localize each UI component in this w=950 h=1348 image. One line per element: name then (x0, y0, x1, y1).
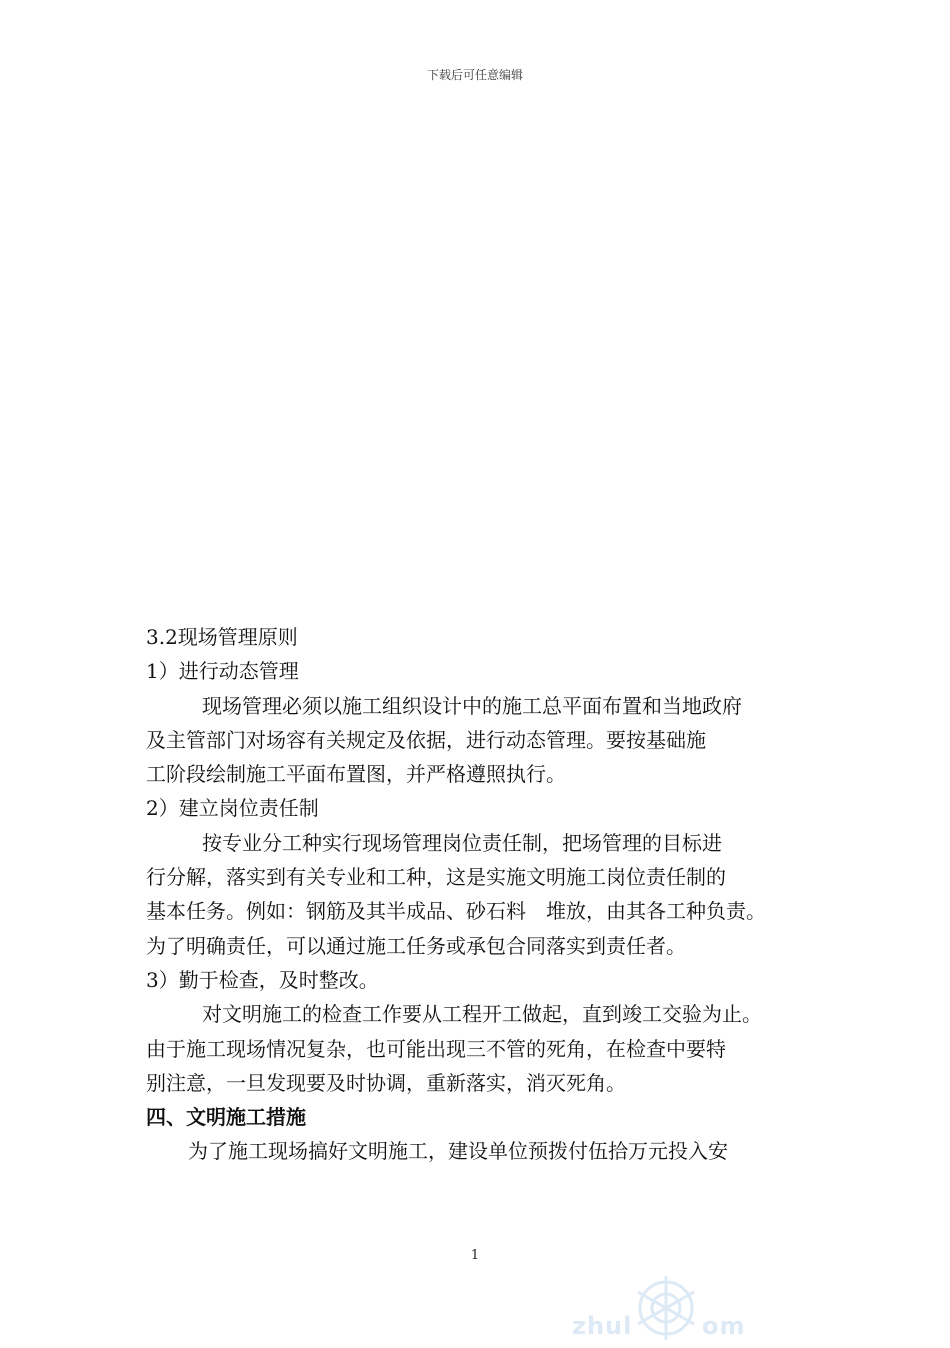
paragraph-line: 为了明确责任，可以通过施工任务或承包合同落实到责任者。 (146, 933, 686, 958)
page-number: 1 (470, 1248, 480, 1263)
watermark-text-right: om (702, 1312, 746, 1340)
paragraph-line: 工阶段绘制施工平面布置图，并严格遵照执行。 (146, 762, 566, 787)
paragraph-line: 行分解，落实到有关专业和工种，这是实施文明施工岗位责任制的 (146, 865, 726, 890)
paragraph-line: 基本任务。例如：钢筋及其半成品、砂石料 堆放，由其各工种负责。 (146, 899, 766, 924)
document-body (146, 620, 826, 1169)
list-item-title-1: 1）进行动态管理 (146, 659, 299, 684)
paragraph-line: 现场管理必须以施工组织设计中的施工总平面布置和当地政府 (202, 693, 742, 718)
paragraph-line: 别注意，一旦发现要及时协调，重新落实，消灭死角。 (146, 1070, 626, 1095)
paragraph-line: 及主管部门对场容有关规定及依据，进行动态管理。要按基础施 (146, 727, 706, 752)
list-item-title-3: 3）勤于检查，及时整改。 (146, 967, 379, 992)
subsection-heading: 3.2现场管理原则 (146, 625, 298, 649)
page-header-note: 下载后可任意编辑 (426, 68, 523, 82)
paragraph-line: 按专业分工种实行现场管理岗位责任制，把场管理的目标进 (202, 830, 722, 855)
section-heading: 四、文明施工措施 (146, 1105, 306, 1130)
snowflake-icon (630, 1272, 702, 1348)
paragraph-line: 由于施工现场情况复杂，也可能出现三不管的死角，在检查中要特 (146, 1036, 726, 1061)
watermark-text-left: zhul (572, 1312, 633, 1340)
paragraph-line: 为了施工现场搞好文明施工，建设单位预拨付伍拾万元投入安 (188, 1139, 728, 1164)
paragraph-line: 对文明施工的检查工作要从工程开工做起，直到竣工交验为止。 (202, 1002, 762, 1027)
list-item-title-2: 2）建立岗位责任制 (146, 796, 319, 821)
watermark (566, 1268, 766, 1344)
